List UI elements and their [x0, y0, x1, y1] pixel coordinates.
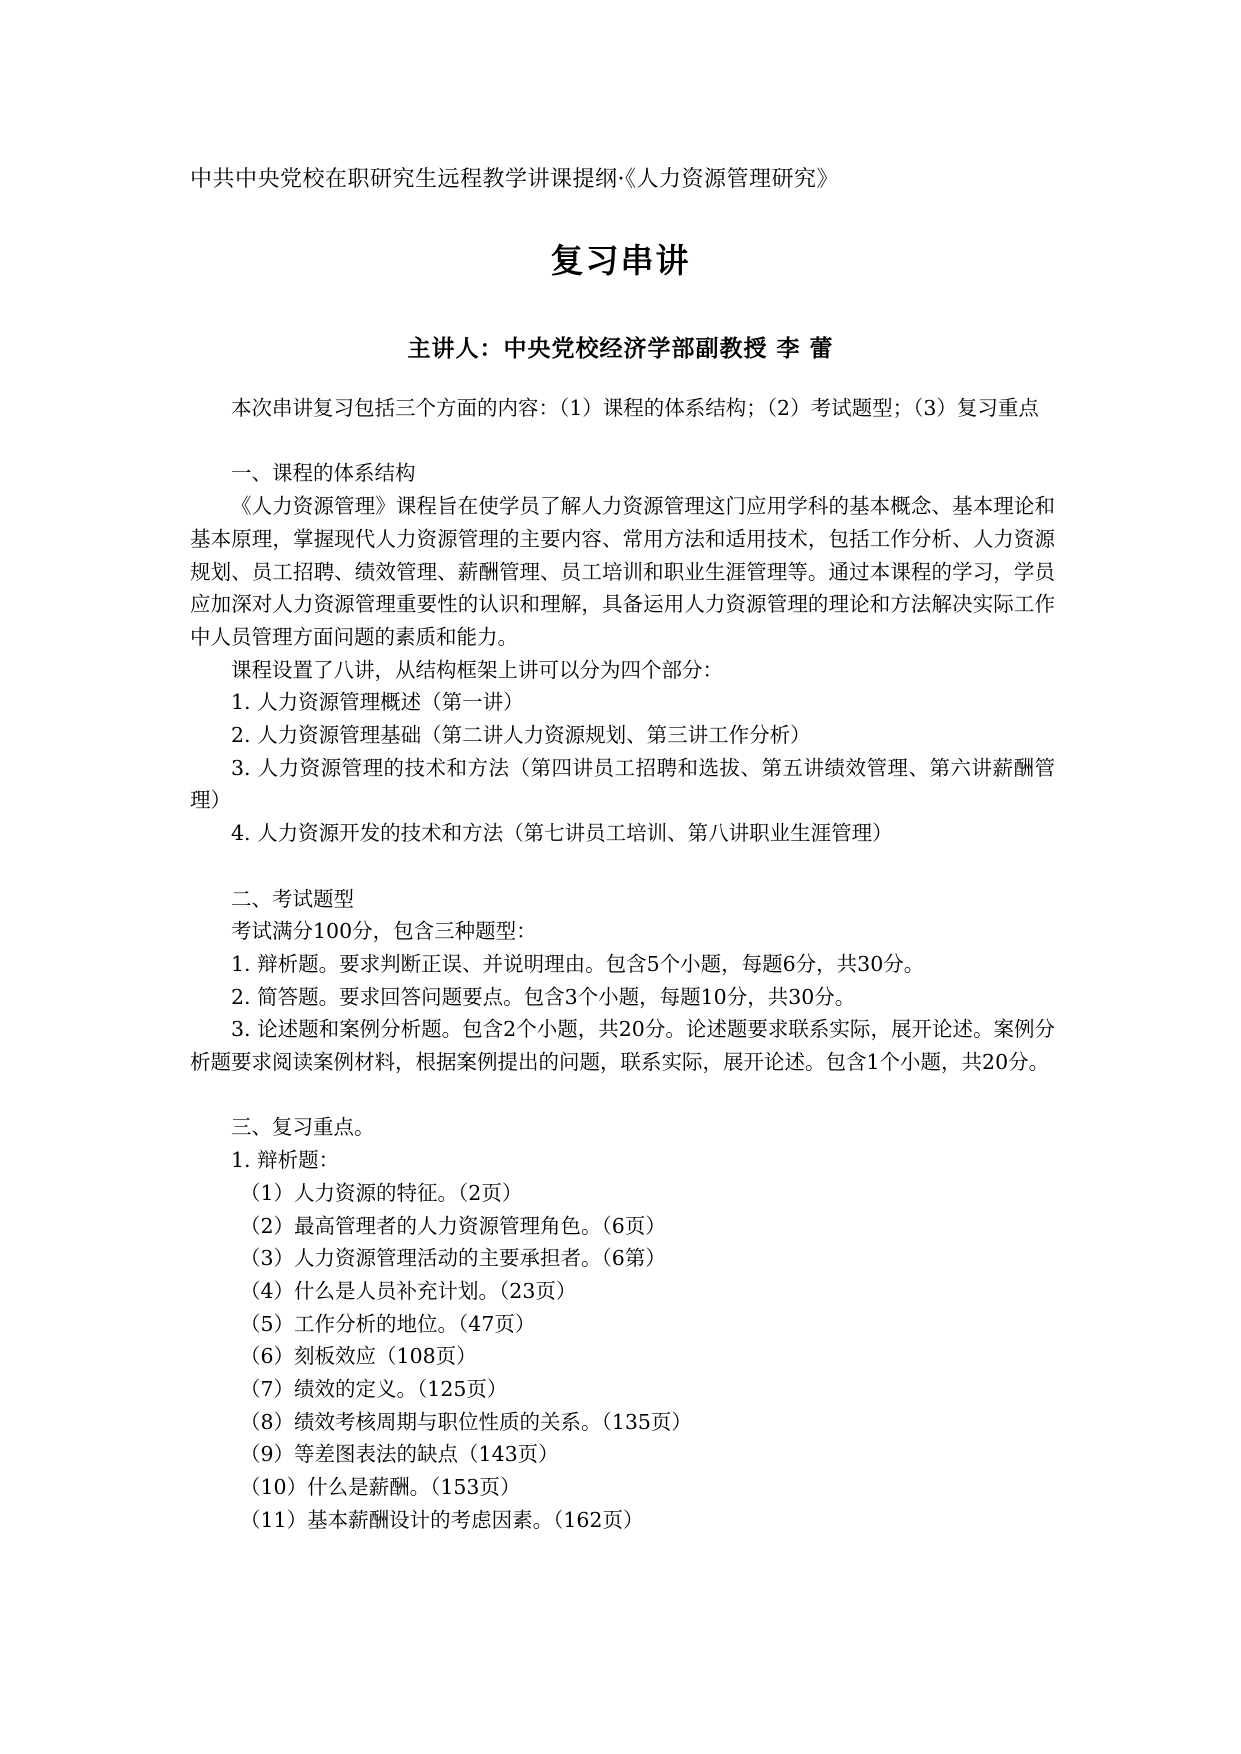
list-item: （4）什么是人员补充计划。（23页）	[240, 1278, 577, 1303]
list-item: （1）人力资源的特征。（2页）	[240, 1180, 523, 1205]
list-item: 2. 人力资源管理基础（第二讲人力资源规划、第三讲工作分析）	[231, 723, 811, 748]
intro-paragraph: 本次串讲复习包括三个方面的内容：（1）课程的体系结构；（2）考试题型；（3）复习重点	[231, 396, 1039, 420]
list-item: 3. 人力资源管理的技术和方法（第四讲员工招聘和选拔、第五讲绩效管理、第六讲薪酬管理）	[190, 755, 1055, 813]
list-item: （3）人力资源管理活动的主要承担者。（6第）	[240, 1246, 666, 1271]
list-item: （6）刻板效应（108页）	[240, 1344, 477, 1369]
document-title: 复习串讲	[550, 241, 691, 280]
exam-intro-paragraph: 考试满分100分，包含三种题型：	[231, 919, 537, 944]
section-heading: 二、考试题型	[231, 886, 354, 911]
course-structure-paragraph: 课程设置了八讲，从结构框架上讲可以分为四个部分：	[231, 657, 723, 682]
list-item: 1. 人力资源管理概述（第一讲）	[231, 690, 524, 715]
document-body	[190, 392, 1055, 1537]
list-item: 1. 辩析题。要求判断正误、并说明理由。包含5个小题，每题6分，共30分。	[231, 951, 925, 976]
spacer	[190, 850, 1055, 883]
section-heading: 三、复习重点。	[231, 1115, 375, 1140]
list-item: 3. 论述题和案例分析题。包含2个小题，共20分。论述题要求联系实际，展开论述。案例分析题要求阅读案例材料，根据案例提出的问题，联系实际，展开论述。包含1个小题，共20分。	[190, 1017, 1055, 1075]
list-item: （7）绩效的定义。（125页）	[240, 1377, 508, 1402]
list-item: 2. 简答题。要求回答问题要点。包含3个小题，每题10分，共30分。	[231, 984, 856, 1009]
list-item: （11）基本薪酬设计的考虑因素。（162页）	[240, 1507, 644, 1532]
list-item: （8）绩效考核周期与职位性质的关系。（135页）	[240, 1409, 692, 1434]
section-heading: 一、课程的体系结构	[231, 461, 416, 486]
course-header: 中共中央党校在职研究生远程教学讲课提纲·《人力资源管理研究》	[190, 167, 839, 192]
sub-heading: 1. 辩析题：	[231, 1148, 340, 1173]
spacer	[190, 425, 1055, 458]
list-item: （10）什么是薪酬。（153页）	[240, 1475, 521, 1500]
list-item: 4. 人力资源开发的技术和方法（第七讲员工培训、第八讲职业生涯管理）	[231, 821, 893, 846]
list-item: （9）等差图表法的缺点（143页）	[240, 1442, 559, 1467]
list-item: （2）最高管理者的人力资源管理角色。（6页）	[240, 1213, 666, 1238]
list-item: （5）工作分析的地位。（47页）	[240, 1311, 536, 1336]
course-description-paragraph: 《人力资源管理》课程旨在使学员了解人力资源管理这门应用学科的基本概念、基本理论和基本原理，掌握现代人力资源管理的主要内容、常用方法和适用技术，包括工作分析、人力资源规划、员工招聘、绩效管理、薪酬管理、员工培训和职业生涯管理等。通过本课程的学习，学员应加深对人力资源管理重要性的认识和理解，具备运用人力资源管理的理论和方法解决实际工作中人员管理方面问题的素质和能力。	[190, 494, 1055, 649]
spacer	[190, 1079, 1055, 1112]
speaker-line: 主讲人：中央党校经济学部副教授 李 蕾	[407, 336, 834, 362]
